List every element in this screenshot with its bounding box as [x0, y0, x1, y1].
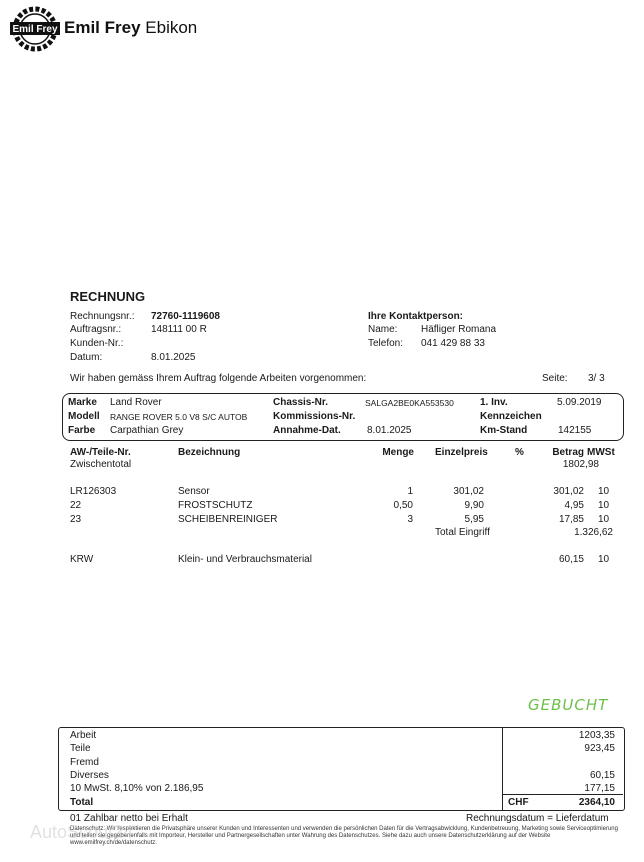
diverses-value: 60,15	[589, 770, 615, 781]
row-mwst: 10	[598, 554, 610, 565]
brand-name	[64, 18, 197, 38]
arbeit-value: 1203,35	[578, 730, 615, 741]
zwischentotal-value: 1802,98	[562, 459, 599, 470]
rechnungsnr-value: 72760-1119608	[151, 311, 220, 322]
logo-text: Emil Frey	[12, 24, 58, 35]
row-nr: 23	[70, 514, 82, 525]
diverses-label: Diverses	[70, 770, 109, 781]
watermark: AutoScout24	[30, 822, 134, 842]
contact-heading: Ihre Kontaktperson:	[368, 311, 464, 322]
contact-name-label: Name:	[368, 324, 398, 335]
fremd-label: Fremd	[70, 757, 99, 768]
document-title: RECHNUNG	[70, 289, 146, 304]
col-header-bezeichnung: Bezeichnung	[178, 447, 241, 458]
chassis-value: SALGA2BE0KA553530	[365, 398, 454, 408]
farbe-label: Farbe	[68, 425, 96, 436]
totals-rule	[502, 794, 623, 795]
total-eingriff-label: Total Eingriff	[435, 527, 490, 538]
intro-text: Wir haben gemäss Ihrem Auftrag folgende Arbeiten vorgenommen:	[70, 373, 367, 384]
zahlbar-text: 01 Zahlbar netto bei Erhalt	[70, 813, 188, 824]
row-mwst: 10	[598, 500, 610, 511]
row-nr: LR126303	[70, 486, 117, 497]
page-value: 3/ 3	[588, 373, 605, 384]
annahme-value: 8.01.2025	[367, 425, 412, 436]
row-mwst: 10	[598, 486, 610, 497]
lieferdatum-text: Rechnungsdatum = Lieferdatum	[466, 813, 609, 824]
col-header-mwst: MWSt	[587, 447, 615, 458]
row-betrag: 301,02	[553, 486, 584, 497]
modell-label: Modell	[68, 411, 100, 422]
arbeit-label: Arbeit	[70, 730, 97, 741]
km-value: 142155	[558, 425, 592, 436]
auftragsnr-label: Auftragsnr.:	[70, 324, 122, 335]
row-bezeichnung: FROSTSCHUTZ	[178, 500, 253, 511]
row-betrag: 17,85	[558, 514, 584, 525]
kundennr-label: Kunden-Nr.:	[70, 338, 124, 349]
row-nr: KRW	[70, 554, 94, 565]
row-bezeichnung: SCHEIBENREINIGER	[178, 514, 278, 525]
totals-divider	[502, 727, 503, 810]
row-menge: 3	[407, 514, 413, 525]
modell-value: RANGE ROVER 5.0 V8 S/C AUTOB	[110, 412, 248, 422]
gebucht-stamp: GEBUCHT	[528, 696, 609, 714]
rechnungsnr-label: Rechnungsnr.:	[70, 311, 135, 322]
total-eingriff-value: 1.326,62	[574, 527, 613, 538]
inv-value: 5.09.2019	[557, 397, 602, 408]
col-header-betrag: Betrag	[552, 447, 584, 458]
row-menge: 1	[407, 486, 413, 497]
total-value: 2364,10	[578, 797, 615, 808]
row-bezeichnung: Sensor	[178, 486, 210, 497]
row-einzelpreis: 301,02	[453, 486, 484, 497]
col-header-prozent: %	[515, 447, 524, 458]
row-einzelpreis: 5,95	[464, 514, 484, 525]
datum-value: 8.01.2025	[151, 352, 196, 363]
km-label: Km-Stand	[480, 425, 528, 436]
inv-label: 1. Inv.	[480, 397, 508, 408]
mwst-label: 10 MwSt. 8,10% von 2.186,95	[70, 783, 204, 794]
emil-frey-logo	[10, 6, 60, 52]
contact-telefon-value: 041 429 88 33	[421, 338, 485, 349]
col-header-menge: Menge	[382, 447, 414, 458]
annahme-label: Annahme-Dat.	[273, 425, 341, 436]
datenschutz-text: Datenschutz: Wir respektieren die Privatsphäre unserer Kunden und Interessenten und verwenden die persönlichen Daten für die Vertragsabwicklung, Kundenbetreuung, Marketing sowie Serviceoptimierung und teilen sie gegebenenfalls mit Importeur, Hersteller und Partnergesellschaften unter Wahrung des Datenschutzes. Siehe dazu auch unsere Datenschutzerklärung auf der Website www.emilfrey.ch/de/datenschutz.	[70, 826, 618, 846]
zwischentotal-label: Zwischentotal	[70, 459, 132, 470]
datum-label: Datum:	[70, 352, 103, 363]
marke-label: Marke	[68, 397, 97, 408]
kennzeichen-label: Kennzeichen	[480, 411, 542, 422]
page-label: Seite:	[542, 373, 568, 384]
col-header-einzelpreis: Einzelpreis	[435, 447, 488, 458]
col-header-teile: AW-/Teile-Nr.	[70, 447, 131, 458]
row-betrag: 4,95	[564, 500, 584, 511]
contact-telefon-label: Telefon:	[368, 338, 404, 349]
row-mwst: 10	[598, 514, 610, 525]
totals-box	[58, 727, 625, 811]
marke-value: Land Rover	[110, 397, 162, 408]
total-currency: CHF	[508, 797, 529, 808]
row-menge: 0,50	[393, 500, 413, 511]
row-bezeichnung: Klein- und Verbrauchsmaterial	[178, 554, 312, 565]
contact-name-value: Häfliger Romana	[421, 324, 497, 335]
mwst-value: 177,15	[584, 783, 615, 794]
brand-location: Ebikon	[145, 18, 198, 37]
row-nr: 22	[70, 500, 82, 511]
row-einzelpreis: 9,90	[464, 500, 484, 511]
chassis-label: Chassis-Nr.	[273, 397, 329, 408]
row-betrag: 60,15	[558, 554, 584, 565]
teile-label: Teile	[70, 743, 91, 754]
auftragsnr-value: 148111 00 R	[151, 324, 207, 335]
brand-name-bold: Emil Frey	[64, 18, 141, 37]
kommission-label: Kommissions-Nr.	[273, 411, 356, 422]
teile-value: 923,45	[584, 743, 615, 754]
farbe-value: Carpathian Grey	[110, 425, 184, 436]
total-label: Total	[70, 797, 94, 808]
